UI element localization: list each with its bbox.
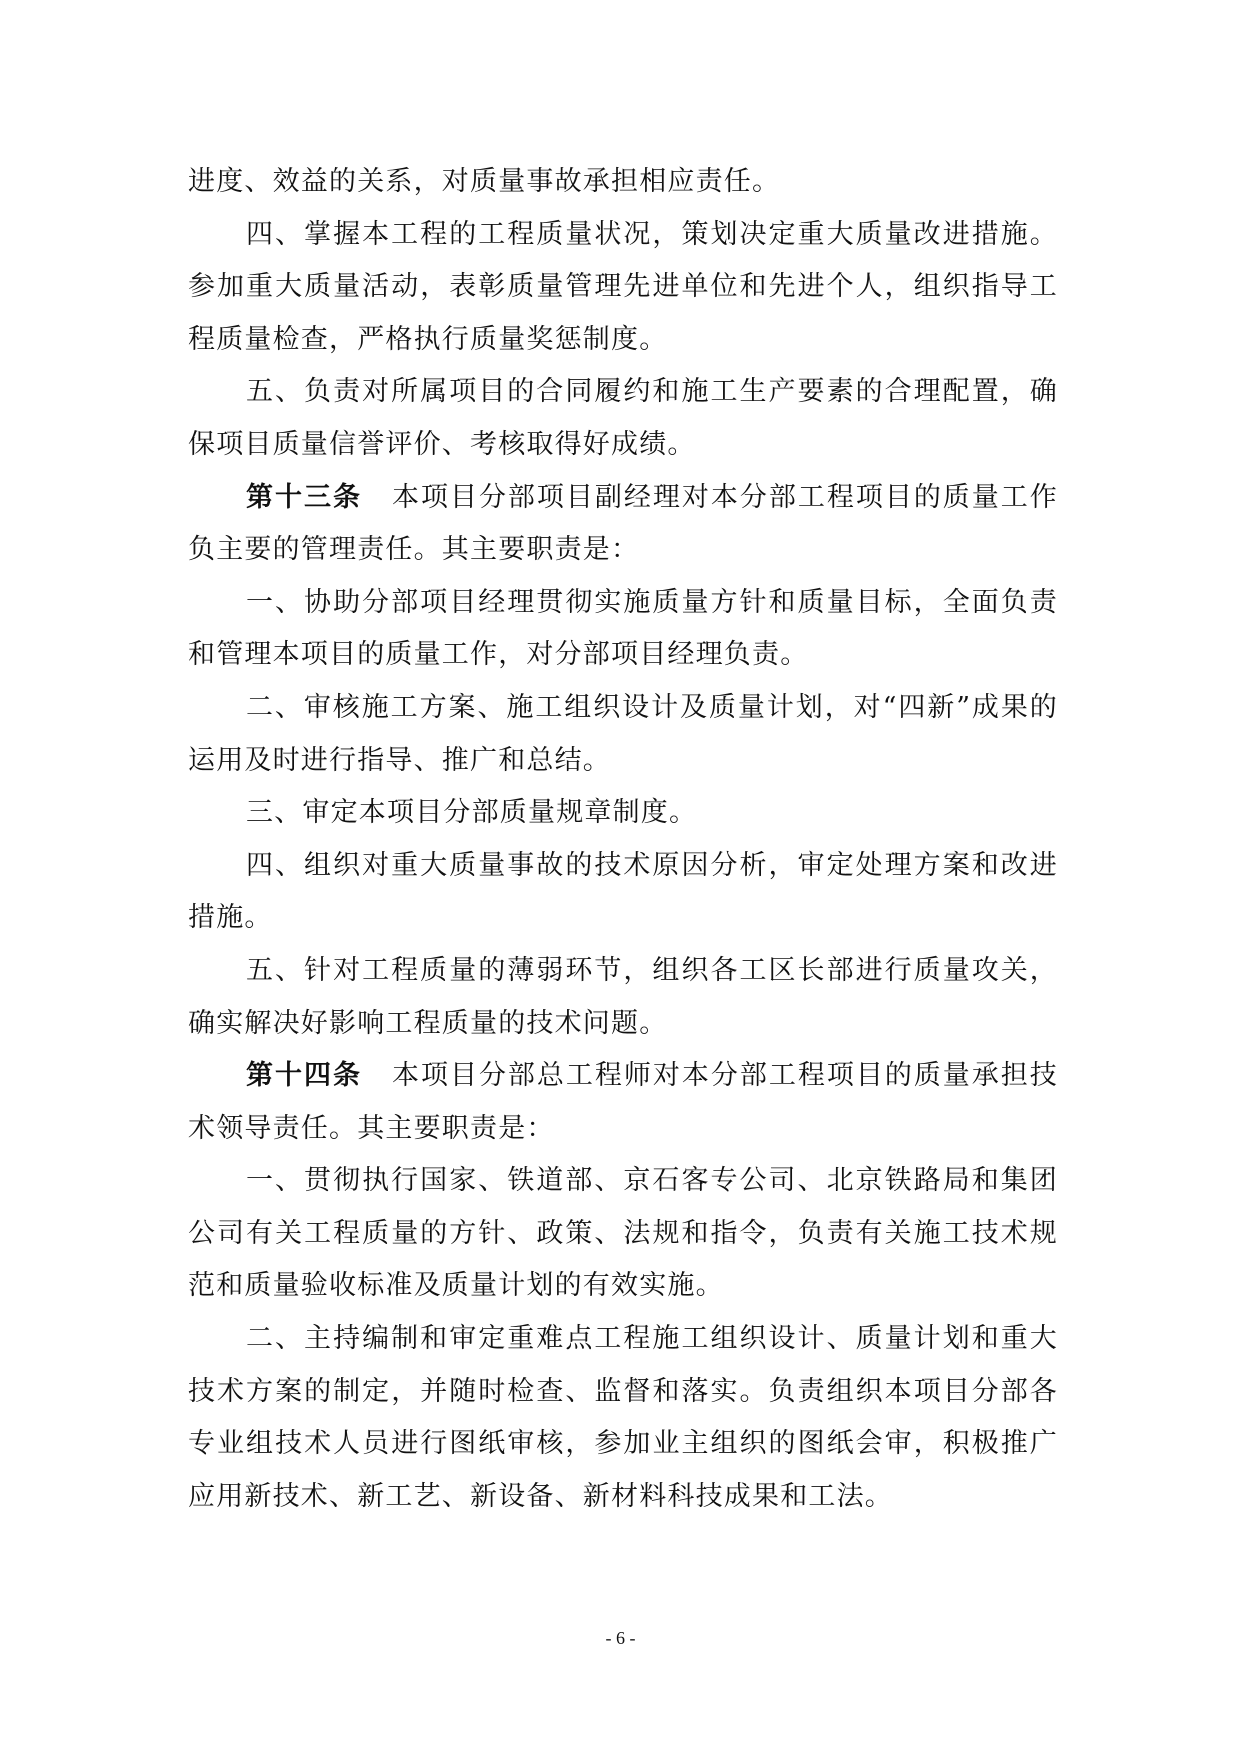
paragraph: [188, 1155, 1058, 1313]
paragraph-text: 本项目分部总工程师对本分部工程项目的质量承担技术领导责任。其主要职责是：: [188, 1060, 1058, 1144]
paragraph: [188, 577, 1058, 682]
paragraph-text: 一、贯彻执行国家、铁道部、京石客专公司、北京铁路局和集团公司有关工程质量的方针、政策、法规和指令，负责有关施工技术规范和质量验收标准及质量计划的有效实施。: [188, 1165, 1058, 1302]
paragraph: [188, 682, 1058, 787]
paragraph: [188, 945, 1058, 1050]
article-number: 第十三条: [246, 481, 362, 513]
article-paragraph: [188, 1050, 1058, 1155]
paragraph-text: 本项目分部项目副经理对本分部工程项目的质量工作负主要的管理责任。其主要职责是：: [188, 481, 1058, 566]
paragraph-text: 五、针对工程质量的薄弱环节，组织各工区长部进行质量攻关，确实解决好影响工程质量的技术问题。: [188, 954, 1058, 1039]
paragraph: [188, 209, 1058, 367]
paragraph-text: 五、负责对所属项目的合同履约和施工生产要素的合理配置，确保项目质量信誉评价、考核取得好成绩。: [188, 376, 1058, 460]
paragraph: [188, 787, 1058, 840]
article-number: 第十四条: [246, 1060, 362, 1092]
paragraph-text: 二、主持编制和审定重难点工程施工组织设计、质量计划和重大技术方案的制定，并随时检查、监督和落实。负责组织本项目分部各专业组技术人员进行图纸审核，参加业主组织的图纸会审，积极推广应用新技术、新工艺、新设备、新材料科技成果和工法。: [188, 1323, 1058, 1512]
paragraph-text: 进度、效益的关系，对质量事故承担相应责任。: [188, 166, 781, 197]
page-number: - 6 -: [605, 1628, 636, 1648]
paragraph-text: 四、掌握本工程的工程质量状况，策划决定重大质量改进措施。参加重大质量活动，表彰质量管理先进单位和先进个人，组织指导工程质量检查，严格执行质量奖惩制度。: [188, 218, 1058, 355]
paragraph: [188, 1313, 1058, 1523]
article-paragraph: [188, 472, 1058, 577]
document-body: [188, 156, 1058, 1523]
paragraph: [188, 366, 1058, 471]
paragraph-text: 一、协助分部项目经理贯彻实施质量方针和质量目标，全面负责和管理本项目的质量工作，对分部项目经理负责。: [188, 586, 1058, 671]
paragraph: [188, 156, 1058, 209]
paragraph-text: 四、组织对重大质量事故的技术原因分析，审定处理方案和改进措施。: [188, 849, 1058, 934]
paragraph-text: 二、审核施工方案、施工组织设计及质量计划，对“四新”成果的运用及时进行指导、推广和总结。: [188, 691, 1058, 776]
paragraph-text: 三、审定本项目分部质量规章制度。: [246, 797, 698, 829]
paragraph: [188, 840, 1058, 945]
